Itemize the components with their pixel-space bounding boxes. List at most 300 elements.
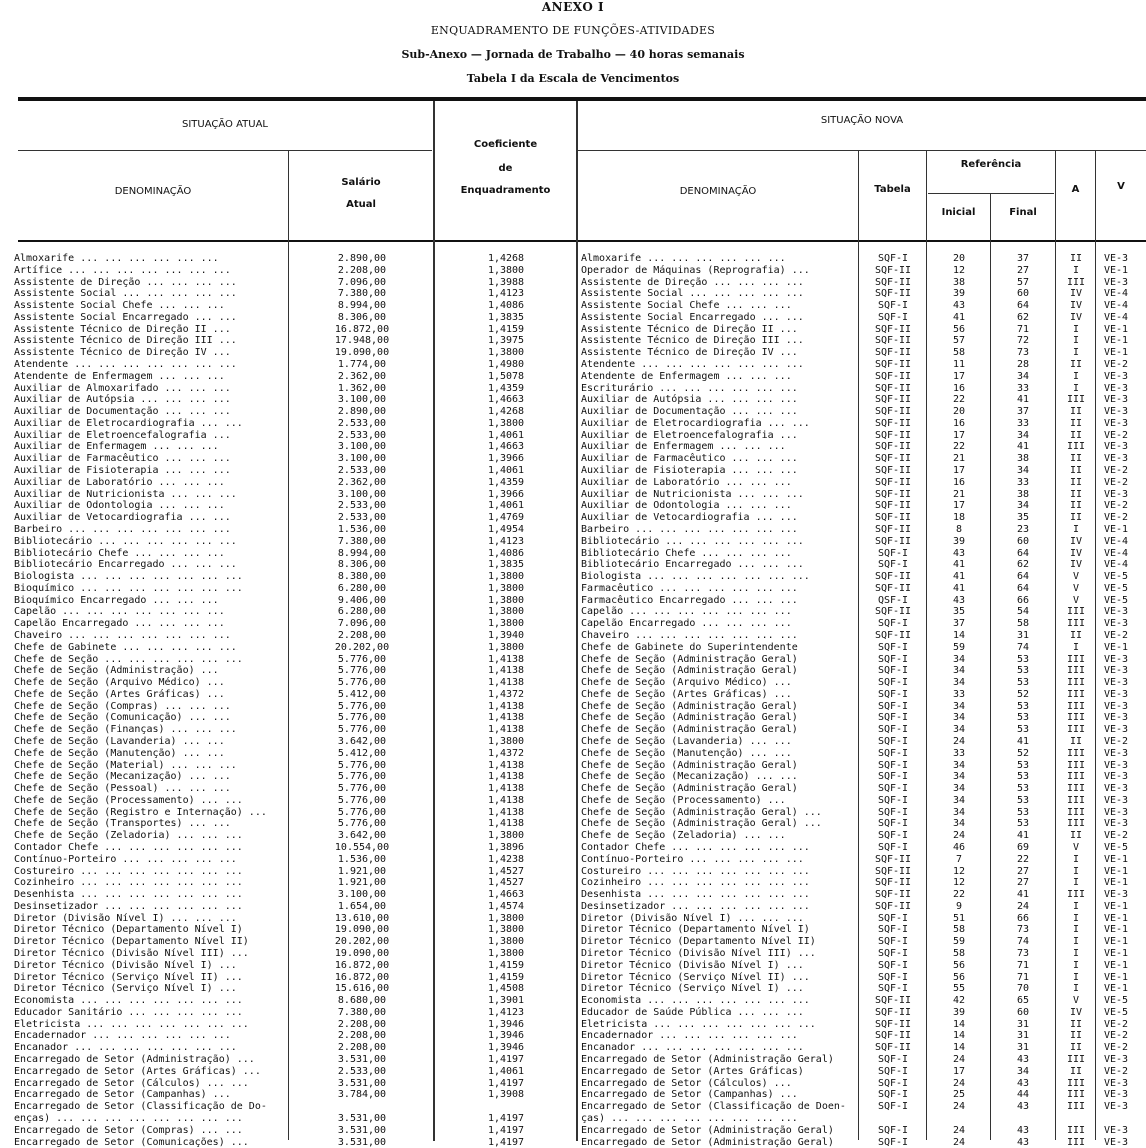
denominacao-atual-cell: Encarregado de Setor (Campanhas) ... [14,1089,231,1100]
coeficiente-cell: 1,4238 [487,854,525,865]
denominacao-nova-cell: Assistente Técnico de Direção IV ... [581,347,798,358]
referencia-final-cell: 64 [1016,548,1030,559]
denominacao-atual-cell: Chefe de Seção (Processamento) ... ... [14,795,243,806]
tabela-cell: SQF-I [877,618,909,629]
table-row [0,335,1146,346]
coluna-a-cell: V [1072,595,1080,606]
coeficiente-cell: 1,4138 [487,701,525,712]
coluna-a-cell: I [1072,948,1080,959]
denominacao-nova-cell: Chefe de Seção (Lavanderia) ... ... [581,736,792,747]
tabela-cell: SQF-I [877,913,909,924]
denominacao-atual-cell: enças) ... ... ... ... ... ... ... ... [14,1113,243,1124]
table-row [0,913,1146,924]
salario-atual-cell: 7.096,00 [337,277,387,288]
denominacao-atual-cell: Desenhista ... ... ... ... ... ... ... [14,889,243,900]
denominacao-atual-cell: Assistente Técnico de Direção IV ... [14,347,231,358]
table-row [0,253,1146,264]
coeficiente-cell: 1,4980 [487,359,525,370]
salario-atual-cell: 2.533,00 [337,500,387,511]
table-row [0,1007,1146,1018]
denominacao-nova-cell: Diretor Técnico (Departamento Nível I) [581,924,810,935]
coluna-v-cell: VE-1 [1104,983,1129,994]
denominacao-nova-cell: Chefe de Seção (Administração Geral) [581,783,798,794]
coluna-a-cell: V [1072,571,1080,582]
salario-atual-cell: 8.680,00 [337,995,387,1006]
table-row [0,995,1146,1006]
coluna-a-cell: III [1066,1078,1086,1089]
coluna-a-cell: II [1069,477,1083,488]
coeficiente-cell: 1,4061 [487,430,525,441]
denominacao-atual-cell: Auxiliar de Eletroencefalografia ... [14,430,231,441]
denominacao-atual-cell: Diretor Técnico (Departamento Nível II) [14,936,249,947]
coluna-a-cell: V [1072,583,1080,594]
coluna-a-cell: I [1072,913,1080,924]
denominacao-atual-cell: Encarregado de Setor (Comunicações) ... [14,1137,249,1148]
coluna-a-cell: I [1072,901,1080,912]
table-row [0,630,1146,641]
referencia-inicial-cell: 35 [952,606,966,617]
coeficiente-cell: 1,3800 [487,606,525,617]
referencia-inicial-cell: 58 [952,347,966,358]
referencia-final-cell: 31 [1016,1042,1030,1053]
coeficiente-cell: 1,3800 [487,265,525,276]
denominacao-atual-cell: Chaveiro ... ... ... ... ... ... ... [14,630,231,641]
coluna-a-cell: II [1069,465,1083,476]
referencia-inicial-cell: 39 [952,288,966,299]
referencia-final-cell: 58 [1016,618,1030,629]
denominacao-atual-cell: Auxiliar de Documentação ... ... ... [14,406,231,417]
referencia-final-cell: 53 [1016,760,1030,771]
denominacao-atual-cell: Chefe de Seção (Registro e Internação) ... [14,807,267,818]
denominacao-nova-cell: Chefe de Gabinete do Superintendente [581,642,798,653]
coluna-a-cell: III [1066,394,1086,405]
salario-atual-cell: 3.100,00 [337,489,387,500]
coeficiente-cell: 1,3946 [487,1030,525,1041]
referencia-inicial-cell: 55 [952,983,966,994]
table-row [0,677,1146,688]
denominacao-atual-cell: Bioquímico Encarregado ... ... ... [14,595,219,606]
referencia-final-cell: 34 [1016,500,1030,511]
denominacao-atual-cell: Biologista ... ... ... ... ... ... ... [14,571,243,582]
referencia-final-cell: 24 [1016,901,1030,912]
coluna-v-cell: VE-1 [1104,960,1129,971]
coluna-v-cell: VE-1 [1104,524,1129,535]
coluna-v-cell: VE-4 [1104,559,1129,570]
referencia-final-cell: 53 [1016,771,1030,782]
table-row [0,418,1146,429]
tabela-cell: SQF-II [874,371,912,382]
coluna-v-cell: VE-1 [1104,948,1129,959]
tabela-cell: SQF-II [874,571,912,582]
referencia-final-cell: 37 [1016,406,1030,417]
denominacao-nova-cell: Auxiliar de Fisioterapia ... ... ... [581,465,798,476]
salario-atual-cell: 3.531,00 [337,1113,387,1124]
tabela-cell: SQF-I [877,559,909,570]
salario-atual-cell: 8.380,00 [337,571,387,582]
denominacao-nova-cell: Operador de Máquinas (Reprografia) ... [581,265,810,276]
salario-atual-cell: 5.776,00 [337,771,387,782]
denominacao-nova-cell: Chefe de Seção (Zeladoria) ... ... [581,830,786,841]
denominacao-nova-cell: Bibliotecário Encarregado ... ... ... [581,559,804,570]
table-row [0,948,1146,959]
referencia-final-cell: 37 [1016,253,1030,264]
header-salario: Salário [341,177,381,188]
table-row [0,548,1146,559]
salario-atual-cell: 10.554,00 [334,842,390,853]
coluna-v-cell: VE-1 [1104,972,1129,983]
tabela-cell: SQF-II [874,265,912,276]
denominacao-atual-cell: Assistente Técnico de Direção III ... [14,335,237,346]
salario-atual-cell: 2.208,00 [337,1019,387,1030]
tabela-cell: SQF-I [877,830,909,841]
denominacao-atual-cell: Chefe de Seção (Manutenção) ... ... [14,748,225,759]
denominacao-nova-cell: Auxiliar de Eletroencefalografia ... [581,430,798,441]
tabela-cell: SQF-II [874,394,912,405]
referencia-inicial-cell: 8 [955,524,963,535]
coluna-v-cell: VE-3 [1104,277,1129,288]
coluna-v-cell: VE-2 [1104,512,1129,523]
denominacao-atual-cell: Assistente de Direção ... ... ... ... [14,277,237,288]
denominacao-nova-cell: Escriturário ... ... ... ... ... ... [581,383,798,394]
coluna-a-cell: III [1066,277,1086,288]
header-referencia: Referência [960,159,1022,170]
tabela-cell: SQF-I [877,795,909,806]
tabela-cell: SQF-I [877,948,909,959]
coluna-v-cell: VE-4 [1104,536,1129,547]
salario-atual-cell: 2.533,00 [337,418,387,429]
coluna-a-cell: II [1069,489,1083,500]
denominacao-nova-cell: Chefe de Seção (Processamento) ... [581,795,786,806]
denominacao-nova-cell: Desenhista ... ... ... ... ... ... ... [581,889,810,900]
salario-atual-cell: 2.533,00 [337,465,387,476]
referencia-final-cell: 74 [1016,936,1030,947]
table-row [0,712,1146,723]
coluna-v-cell: VE-4 [1104,288,1129,299]
referencia-final-cell: 57 [1016,277,1030,288]
denominacao-nova-cell: Assistente Técnico de Direção III ... [581,335,804,346]
denominacao-nova-cell: Assistente Social ... ... ... ... ... [581,288,804,299]
denominacao-atual-cell: Auxiliar de Autópsia ... ... ... ... [14,394,231,405]
referencia-final-cell: 31 [1016,1030,1030,1041]
coeficiente-cell: 1,4508 [487,983,525,994]
denominacao-atual-cell: Chefe de Seção (Lavanderia) ... ... [14,736,225,747]
tabela-cell: SQF-I [877,818,909,829]
table-row [0,406,1146,417]
denominacao-nova-cell: Assistente Social Chefe ... ... ... [581,300,792,311]
salario-atual-cell: 3.531,00 [337,1137,387,1148]
denominacao-atual-cell: Encadernador ... ... ... ... ... ... [14,1030,231,1041]
salario-atual-cell: 2.533,00 [337,430,387,441]
denominacao-nova-cell: Encadernador ... ... ... ... ... ... [581,1030,798,1041]
referencia-final-cell: 74 [1016,642,1030,653]
denominacao-nova-cell: Assistente Social Encarregado ... ... [581,312,804,323]
denominacao-nova-cell: Auxiliar de Laboratório ... ... ... [581,477,792,488]
referencia-inicial-cell: 33 [952,689,966,700]
tabela-cell: SQF-II [874,1042,912,1053]
tabela-cell: SQF-II [874,465,912,476]
tabela-cell: SQF-II [874,430,912,441]
referencia-final-cell: 38 [1016,453,1030,464]
referencia-final-cell: 34 [1016,465,1030,476]
header-situacao-atual: SITUAÇÃO ATUAL [182,119,268,130]
table-row [0,889,1146,900]
denominacao-atual-cell: Diretor Técnico (Serviço Nível II) ... [14,972,243,983]
coeficiente-cell: 1,4527 [487,866,525,877]
coluna-a-cell: I [1072,983,1080,994]
coluna-v-cell: VE-2 [1104,830,1129,841]
salario-atual-cell: 5.776,00 [337,795,387,806]
salario-atual-cell: 8.306,00 [337,559,387,570]
referencia-final-cell: 28 [1016,359,1030,370]
table-row [0,1042,1146,1053]
coeficiente-cell: 1,4123 [487,288,525,299]
coeficiente-cell: 1,4138 [487,712,525,723]
denominacao-atual-cell: Chefe de Seção (Zeladoria) ... ... ... [14,830,243,841]
denominacao-atual-cell: Chefe de Seção (Pessoal) ... ... ... [14,783,231,794]
denominacao-nova-cell: Eletricista ... ... ... ... ... ... ... [581,1019,816,1030]
coeficiente-cell: 1,4268 [487,406,525,417]
referencia-final-cell: 62 [1016,559,1030,570]
referencia-inicial-cell: 14 [952,1019,966,1030]
denominacao-atual-cell: Eletricista ... ... ... ... ... ... ... [14,1019,249,1030]
denominacao-nova-cell: Diretor (Divisão Nível I) ... ... ... [581,913,804,924]
coeficiente-cell: 1,3966 [487,453,525,464]
referencia-final-cell: 43 [1016,1125,1030,1136]
table-row [0,559,1146,570]
table-body [0,253,1146,1148]
coeficiente-cell: 1,4138 [487,760,525,771]
referencia-inicial-cell: 22 [952,889,966,900]
referencia-final-cell: 64 [1016,571,1030,582]
denominacao-nova-cell: Chefe de Seção (Administração Geral) [581,701,798,712]
coluna-v-cell: VE-3 [1104,712,1129,723]
table-row [0,1054,1146,1065]
table-row [0,866,1146,877]
referencia-inicial-cell: 34 [952,712,966,723]
coeficiente-cell: 1,3800 [487,418,525,429]
coluna-a-cell: II [1069,1019,1083,1030]
tabela-cell: SQF-II [874,324,912,335]
header-v: V [1117,181,1125,192]
coluna-a-cell: I [1072,866,1080,877]
denominacao-atual-cell: Contínuo-Porteiro ... ... ... ... ... [14,854,237,865]
referencia-final-cell: 33 [1016,383,1030,394]
table-row [0,265,1146,276]
coluna-a-cell: IV [1069,288,1083,299]
referencia-final-cell: 31 [1016,630,1030,641]
denominacao-nova-cell: Chefe de Seção (Administração Geral) ... [581,807,822,818]
referencia-inicial-cell: 7 [955,854,963,865]
denominacao-nova-cell: Assistente Técnico de Direção II ... [581,324,798,335]
referencia-final-cell: 27 [1016,866,1030,877]
tabela-cell: SQF-II [874,383,912,394]
denominacao-atual-cell: Atendente ... ... ... ... ... ... ... [14,359,237,370]
table-row [0,300,1146,311]
coluna-a-cell: III [1066,689,1086,700]
denominacao-nova-cell: Encarregado de Setor (Artes Gráficas) [581,1066,804,1077]
coluna-v-cell: VE-3 [1104,394,1129,405]
referencia-inicial-cell: 16 [952,477,966,488]
denominacao-atual-cell: Diretor Técnico (Divisão Nível I) ... [14,960,237,971]
denominacao-nova-cell: Diretor Técnico (Divisão Nível III) ... [581,948,816,959]
header-tabela: Tabela [874,184,911,195]
denominacao-atual-cell: Auxiliar de Almoxarifado ... ... ... [14,383,231,394]
referencia-final-cell: 73 [1016,948,1030,959]
header-final: Final [1009,207,1037,218]
tabela-cell: SQF-I [877,760,909,771]
denominacao-atual-cell: Encarregado de Setor (Artes Gráficas) ... [14,1066,261,1077]
tabela-cell: SQF-I [877,1078,909,1089]
tabela-cell: SQF-II [874,524,912,535]
coeficiente-cell: 1,4663 [487,394,525,405]
salario-atual-cell: 2.208,00 [337,1042,387,1053]
referencia-inicial-cell: 12 [952,265,966,276]
referencia-final-cell: 53 [1016,665,1030,676]
coluna-v-cell: VE-1 [1104,347,1129,358]
referencia-inicial-cell: 14 [952,1042,966,1053]
denominacao-nova-cell: Chefe de Seção (Administração Geral) ... [581,818,822,829]
tabela-cell: SQF-I [877,253,909,264]
referencia-inicial-cell: 43 [952,300,966,311]
coluna-v-cell: VE-5 [1104,595,1129,606]
referencia-final-cell: 62 [1016,312,1030,323]
referencia-inicial-cell: 17 [952,500,966,511]
coluna-v-cell: VE-5 [1104,1007,1129,1018]
denominacao-atual-cell: Auxiliar de Fisioterapia ... ... ... [14,465,231,476]
denominacao-nova-cell: Encarregado de Setor (Classificação de Doen- [581,1101,846,1112]
referencia-inicial-cell: 43 [952,548,966,559]
coeficiente-cell: 1,4138 [487,795,525,806]
table-row [0,877,1146,888]
referencia-inicial-cell: 24 [952,1054,966,1065]
denominacao-atual-cell: Capelão ... ... ... ... ... ... ... [14,606,225,617]
referencia-inicial-cell: 56 [952,324,966,335]
coeficiente-cell: 1,4197 [487,1137,525,1148]
referencia-final-cell: 72 [1016,335,1030,346]
referencia-inicial-cell: 42 [952,995,966,1006]
denominacao-nova-cell: Contínuo-Porteiro ... ... ... ... ... [581,854,804,865]
denominacao-atual-cell: Assistente Técnico de Direção II ... [14,324,231,335]
tabela-cell: SQF-I [877,972,909,983]
denominacao-atual-cell: Assistente Social ... ... ... ... ... [14,288,237,299]
salario-atual-cell: 16.872,00 [334,960,390,971]
salario-atual-cell: 3.100,00 [337,441,387,452]
table-row [0,371,1146,382]
coeficiente-cell: 1,4138 [487,771,525,782]
coluna-v-cell: VE-3 [1104,677,1129,688]
referencia-final-cell: 44 [1016,1089,1030,1100]
referencia-inicial-cell: 17 [952,430,966,441]
salario-atual-cell: 5.776,00 [337,760,387,771]
table-row [0,854,1146,865]
salario-atual-cell: 3.642,00 [337,736,387,747]
coluna-v-cell: VE-3 [1104,689,1129,700]
referencia-final-cell: 41 [1016,394,1030,405]
denominacao-nova-cell: Diretor Técnico (Divisão Nível I) ... [581,960,804,971]
header-situacao-nova: SITUAÇÃO NOVA [820,115,904,126]
coluna-a-cell: I [1072,854,1080,865]
denominacao-nova-cell: Farmacêutico ... ... ... ... ... ... [581,583,798,594]
referencia-inicial-cell: 34 [952,771,966,782]
referencia-final-cell: 43 [1016,1054,1030,1065]
salario-atual-cell: 2.533,00 [337,1066,387,1077]
salario-atual-cell: 2.362,00 [337,477,387,488]
referencia-inicial-cell: 41 [952,312,966,323]
table-row [0,583,1146,594]
salario-atual-cell: 8.994,00 [337,548,387,559]
denominacao-atual-cell: Diretor Técnico (Divisão Nível III) ... [14,948,249,959]
coeficiente-cell: 1,4663 [487,889,525,900]
coeficiente-cell: 1,4769 [487,512,525,523]
referencia-inicial-cell: 38 [952,277,966,288]
coeficiente-cell: 1,3800 [487,642,525,653]
salario-atual-cell: 15.616,00 [334,983,390,994]
denominacao-nova-cell: Chefe de Seção (Administração Geral) [581,724,798,735]
table-row [0,901,1146,912]
coluna-a-cell: I [1072,924,1080,935]
referencia-final-cell: 52 [1016,748,1030,759]
referencia-final-cell: 53 [1016,795,1030,806]
referencia-inicial-cell: 17 [952,371,966,382]
coluna-a-cell: II [1069,736,1083,747]
referencia-inicial-cell: 37 [952,618,966,629]
salario-atual-cell: 2.890,00 [337,406,387,417]
referencia-final-cell: 43 [1016,1078,1030,1089]
table-row [0,795,1146,806]
denominacao-nova-cell: Encarregado de Setor (Cálculos) ... [581,1078,792,1089]
referencia-final-cell: 34 [1016,1066,1030,1077]
tabela-cell: QSF-I [877,595,909,606]
denominacao-atual-cell: Bibliotecário Encarregado ... ... ... [14,559,237,570]
tabela-cell: SQF-II [874,359,912,370]
coeficiente-cell: 1,4086 [487,548,525,559]
salario-atual-cell: 19.090,00 [334,347,390,358]
referencia-inicial-cell: 34 [952,760,966,771]
referencia-final-cell: 60 [1016,1007,1030,1018]
referencia-final-cell: 41 [1016,441,1030,452]
table-row [0,1066,1146,1077]
salario-atual-cell: 7.380,00 [337,536,387,547]
coluna-a-cell: III [1066,889,1086,900]
denominacao-nova-cell: Assistente de Direção ... ... ... ... [581,277,804,288]
referencia-final-cell: 41 [1016,736,1030,747]
referencia-inicial-cell: 34 [952,818,966,829]
denominacao-atual-cell: Chefe de Gabinete ... ... ... ... ... [14,642,237,653]
coluna-a-cell: III [1066,783,1086,794]
coeficiente-cell: 1,4372 [487,748,525,759]
denominacao-nova-cell: Chefe de Seção (Administração Geral) [581,760,798,771]
denominacao-atual-cell: Auxiliar de Laboratório ... ... ... [14,477,225,488]
salario-atual-cell: 8.994,00 [337,300,387,311]
denominacao-atual-cell: Atendente de Enfermagem ... ... ... [14,371,225,382]
coluna-a-cell: III [1066,1125,1086,1136]
salario-atual-cell: 3.784,00 [337,1089,387,1100]
table-row [0,618,1146,629]
referencia-inicial-cell: 59 [952,936,966,947]
referencia-inicial-cell: 21 [952,453,966,464]
coluna-v-cell: VE-2 [1104,477,1129,488]
table-row [0,1089,1146,1100]
coluna-a-cell: II [1069,430,1083,441]
referencia-inicial-cell: 58 [952,948,966,959]
table-row [0,736,1146,747]
table-row [0,536,1146,547]
referencia-final-cell: 66 [1016,595,1030,606]
coluna-v-cell: VE-4 [1104,548,1129,559]
denominacao-atual-cell: Chefe de Seção (Mecanização) ... ... [14,771,231,782]
table-row [0,642,1146,653]
coeficiente-cell: 1,3800 [487,936,525,947]
